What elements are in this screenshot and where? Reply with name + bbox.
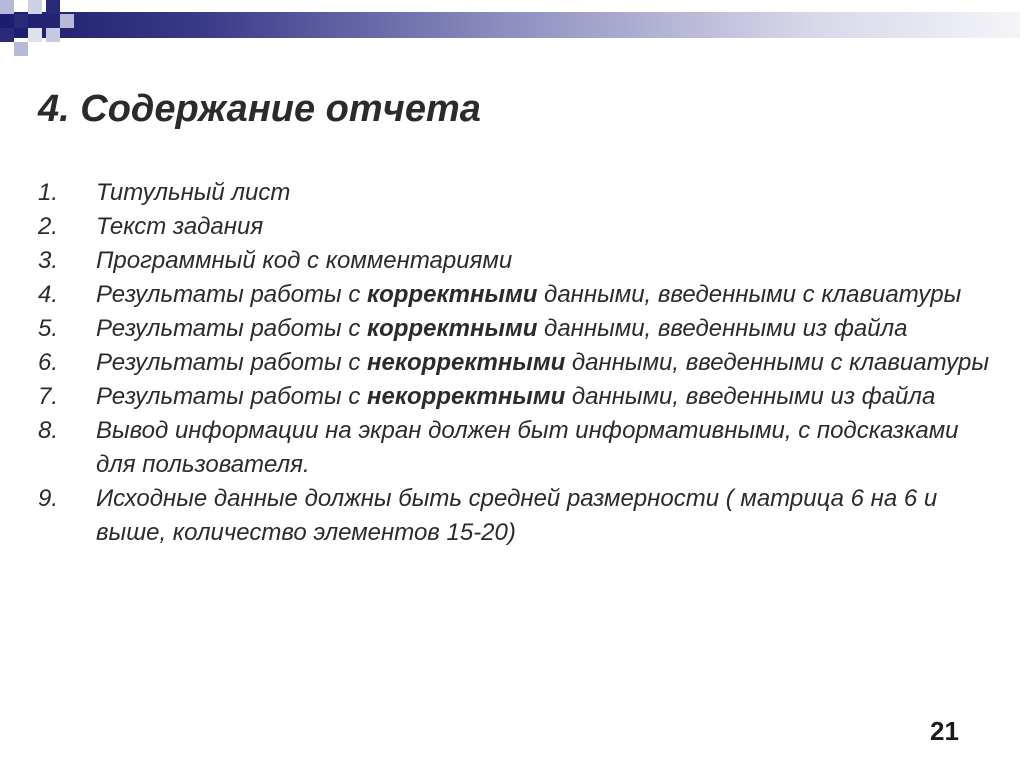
header-gradient-bar: [0, 12, 1020, 38]
item-number: 8.: [38, 417, 59, 444]
item-number: 1.: [38, 179, 59, 206]
item-text: Результаты работы с некорректными данными, введенными из файла: [96, 383, 936, 410]
decor-square: [0, 0, 14, 14]
decor-square: [14, 42, 28, 56]
item-text: Текст задания: [96, 213, 264, 240]
decor-square: [28, 0, 42, 14]
slide-title: 4. Содержание отчета: [38, 88, 481, 130]
item-number: 3.: [38, 247, 59, 274]
decor-square: [46, 28, 60, 42]
item-text: Вывод информации на экран должен быт информативными, с подсказками для пользователя.: [96, 417, 959, 478]
report-contents-list: [38, 176, 998, 550]
list-item: [38, 346, 998, 380]
list-item: [38, 380, 998, 414]
list-item: [38, 244, 998, 278]
item-number: 6.: [38, 349, 59, 376]
item-text: Программный код с комментариями: [96, 247, 513, 274]
list-item: [38, 210, 998, 244]
decor-square: [28, 28, 42, 42]
list-item: [38, 482, 998, 550]
list-item: [38, 278, 998, 312]
decor-square: [46, 0, 60, 14]
item-text: Результаты работы с корректными данными, введенными с клавиатуры: [96, 281, 962, 308]
item-number: 7.: [38, 383, 59, 410]
decor-square: [60, 14, 74, 28]
decor-square: [14, 14, 28, 28]
item-number: 5.: [38, 315, 59, 342]
item-text: Исходные данные должны быть средней размерности ( матрица 6 на 6 и выше, количество элементов 15-20): [96, 485, 938, 546]
item-number: 4.: [38, 281, 59, 308]
list-item: [38, 312, 998, 346]
item-number: 2.: [38, 213, 59, 240]
item-number: 9.: [38, 485, 59, 512]
page-number: 21: [930, 716, 959, 746]
item-text: Результаты работы с некорректными данными, введенными с клавиатуры: [96, 349, 990, 376]
item-text: Титульный лист: [96, 179, 291, 206]
item-text: Результаты работы с корректными данными, введенными из файла: [96, 315, 908, 342]
decor-square: [0, 28, 14, 42]
list-item: [38, 176, 998, 210]
list-item: [38, 414, 998, 482]
